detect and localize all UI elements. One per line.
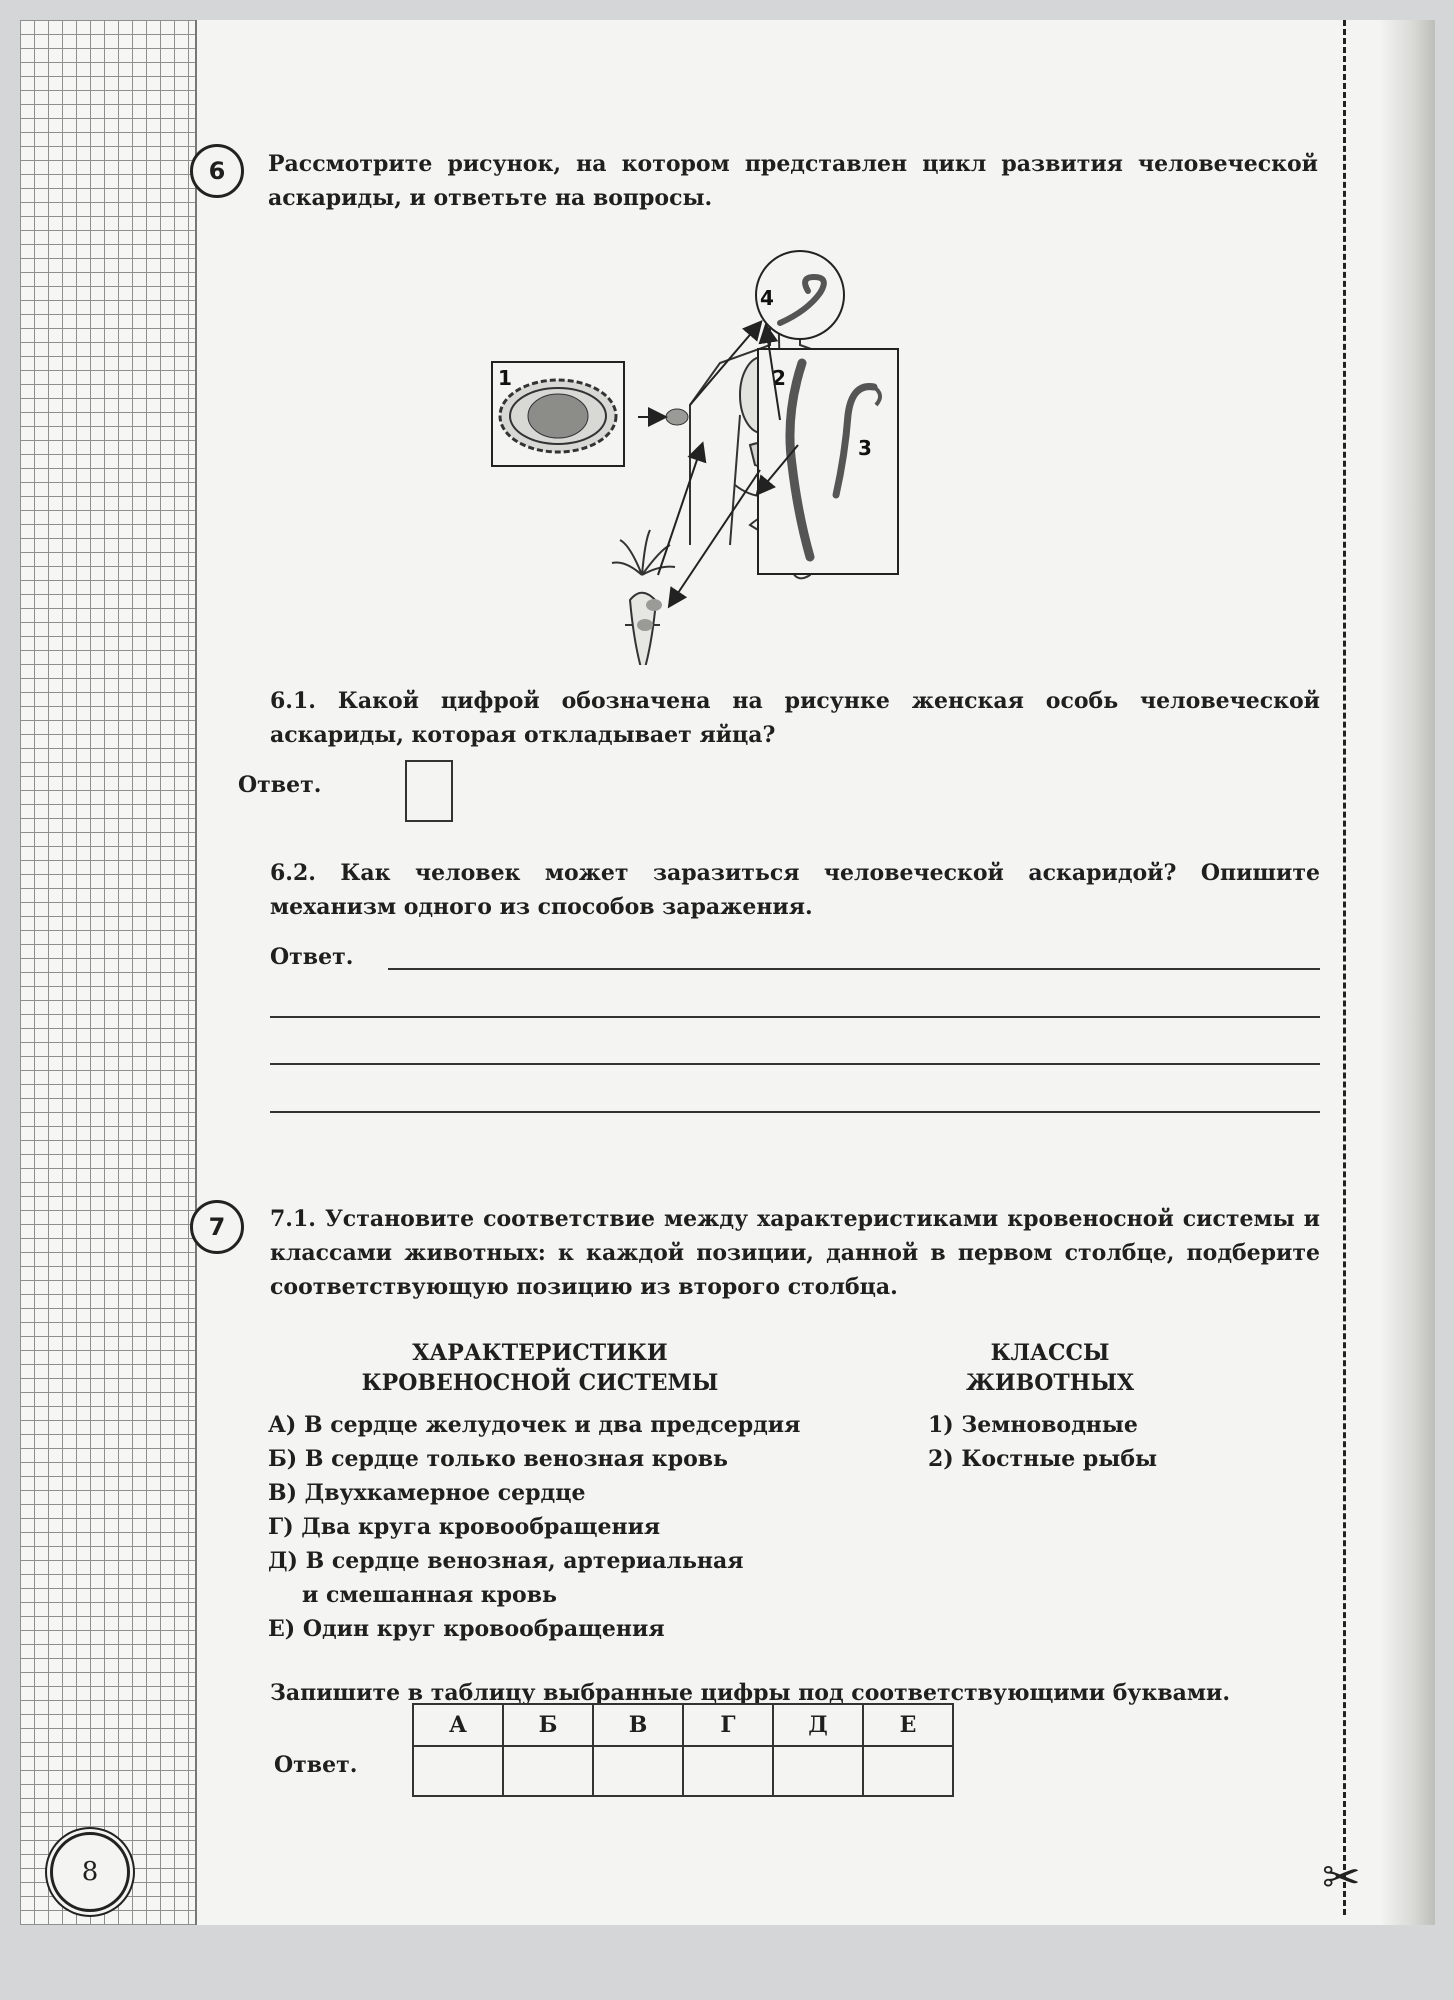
characteristics-header: ХАРАКТЕРИСТИКИ КРОВЕНОСНОЙ СИСТЕМЫ xyxy=(361,1340,719,1396)
figure-label-4: 4 xyxy=(760,286,774,310)
task-6-2-question: 6.2. Как человек может заразиться человеческой аскаридой? Опишите механизм одного из способов заражения. xyxy=(270,860,1320,920)
task-6-1-question: 6.1. Какой цифрой обозначена на рисунке женская особь человеческой аскариды, которая откладывает яйца? xyxy=(270,688,1320,748)
task-7-answer-label: Ответ. xyxy=(274,1752,358,1778)
answer-line[interactable] xyxy=(388,968,1320,970)
answer-line[interactable] xyxy=(270,1016,1320,1018)
answer-table-header-row xyxy=(413,1704,953,1746)
answer-cell[interactable] xyxy=(863,1746,953,1796)
figure-label-2: 2 xyxy=(772,366,786,390)
scissors-icon: ✂ xyxy=(1322,1850,1361,1904)
figure-label-3: 3 xyxy=(858,436,872,460)
grid-margin xyxy=(20,20,197,1925)
characteristic-item-continued: и смешанная кровь xyxy=(302,1582,557,1608)
characteristic-item: Б) В сердце только венозная кровь xyxy=(268,1446,728,1472)
answer-cell[interactable] xyxy=(773,1746,863,1796)
answer-cell[interactable] xyxy=(503,1746,593,1796)
task-6-intro: Рассмотрите рисунок, на котором представлен цикл развития человеческой аскариды, и ответьте на вопросы. xyxy=(268,151,1318,211)
task-6-1-answer-label: Ответ. xyxy=(238,772,322,798)
answer-table-header: Е xyxy=(863,1704,953,1746)
class-item: 1) Земноводные xyxy=(928,1412,1138,1438)
page-spine-shadow xyxy=(1380,20,1435,1925)
characteristic-item: Д) В сердце венозная, артериальная xyxy=(268,1548,744,1574)
task-6-1-answer-box[interactable] xyxy=(405,760,453,822)
answer-cell[interactable] xyxy=(593,1746,683,1796)
adult-worms-image xyxy=(758,349,898,574)
characteristic-item: В) Двухкамерное сердце xyxy=(268,1480,586,1506)
answer-table-header: Г xyxy=(683,1704,773,1746)
workbook-page xyxy=(20,20,1435,1925)
answer-line[interactable] xyxy=(270,1111,1320,1113)
task-7-instruction: Запишите в таблицу выбранные цифры под соответствующими буквами. xyxy=(270,1680,1231,1706)
answer-cell[interactable] xyxy=(683,1746,773,1796)
task-7-number: 7 xyxy=(190,1200,244,1254)
egg-image xyxy=(492,362,624,466)
answer-table-input-row xyxy=(413,1746,953,1796)
characteristic-item: Е) Один круг кровообращения xyxy=(268,1616,665,1642)
answer-table-header: А xyxy=(413,1704,503,1746)
task-6-2-answer-label: Ответ. xyxy=(270,944,354,970)
answer-table-header: Б xyxy=(503,1704,593,1746)
ascaris-lifecycle-figure xyxy=(480,245,1040,665)
task-6-number: 6 xyxy=(190,144,244,198)
figure-label-1: 1 xyxy=(498,366,512,390)
answer-table-header: В xyxy=(593,1704,683,1746)
answer-line[interactable] xyxy=(270,1063,1320,1065)
answer-table xyxy=(412,1703,954,1797)
class-item: 2) Костные рыбы xyxy=(928,1446,1158,1472)
answer-table-header: Д xyxy=(773,1704,863,1746)
characteristic-item: А) В сердце желудочек и два предсердия xyxy=(268,1412,801,1438)
answer-cell[interactable] xyxy=(413,1746,503,1796)
task-7-intro: 7.1. Установите соответствие между характеристиками кровеносной системы и классами животных: к каждой позиции, данной в первом столбце, подберите соответствующую позицию из второго столбца. xyxy=(270,1206,1320,1300)
page-number: 8 xyxy=(50,1832,130,1912)
cut-line xyxy=(1343,20,1346,1915)
classes-header: КЛАССЫ ЖИВОТНЫХ xyxy=(965,1340,1135,1396)
characteristic-item: Г) Два круга кровообращения xyxy=(268,1514,661,1540)
